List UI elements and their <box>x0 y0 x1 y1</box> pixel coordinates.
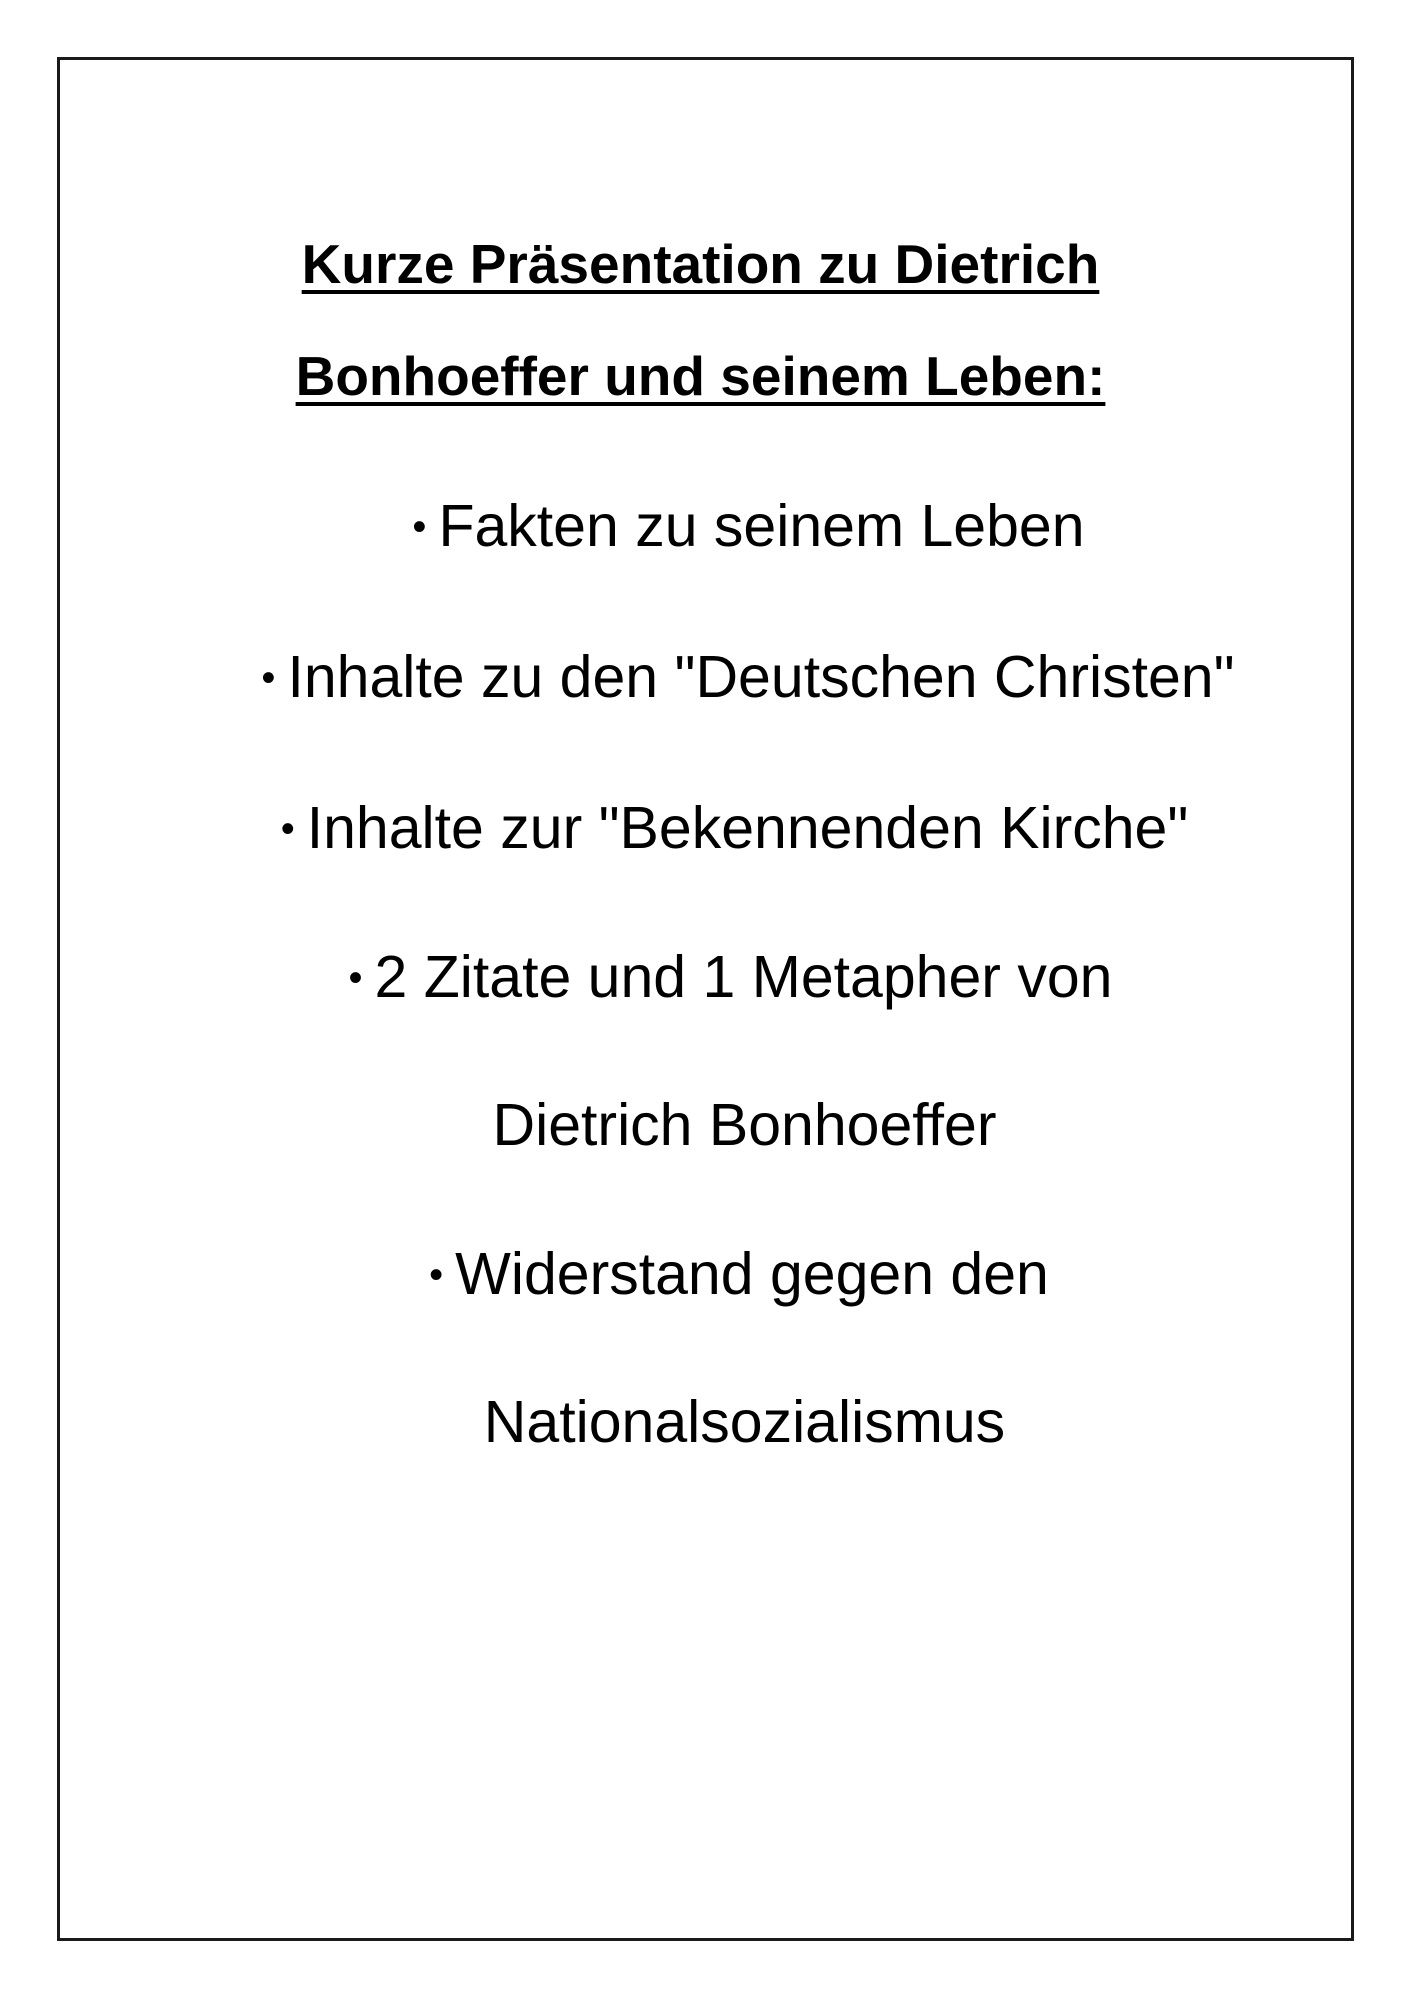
list-item-bekennende-kirche <box>60 794 1351 862</box>
page-frame <box>57 57 1354 1941</box>
list-item-quotes <box>60 943 1351 1011</box>
bullet-icon: • <box>429 1253 444 1297</box>
list-item-deutsche-christen <box>60 643 1351 711</box>
list-item-resistance-continuation: Nationalsozialismus <box>483 1389 1006 1455</box>
list-item-facts <box>60 492 1351 560</box>
bullet-icon: • <box>412 505 427 549</box>
list-item-text: Widerstand gegen den <box>455 1241 1049 1307</box>
list-item-text: Inhalte zur "Bekennenden Kirche" <box>306 795 1189 861</box>
list-item-text: Inhalte zu den "Deutschen Christen" <box>287 644 1235 710</box>
list-item-text: Fakten zu seinem Leben <box>438 493 1085 559</box>
document-title-line-2: Bonhoeffer und seinem Leben: <box>295 345 1106 407</box>
bullet-icon: • <box>261 656 276 700</box>
bullet-icon: • <box>280 807 295 851</box>
list-item-text: 2 Zitate und 1 Metapher von <box>374 944 1113 1010</box>
list-item-resistance <box>60 1240 1351 1308</box>
list-item-quotes-continuation: Dietrich Bonhoeffer <box>492 1092 997 1158</box>
document-title-line-1: Kurze Präsentation zu Dietrich <box>301 233 1100 295</box>
bullet-icon: • <box>348 956 363 1000</box>
